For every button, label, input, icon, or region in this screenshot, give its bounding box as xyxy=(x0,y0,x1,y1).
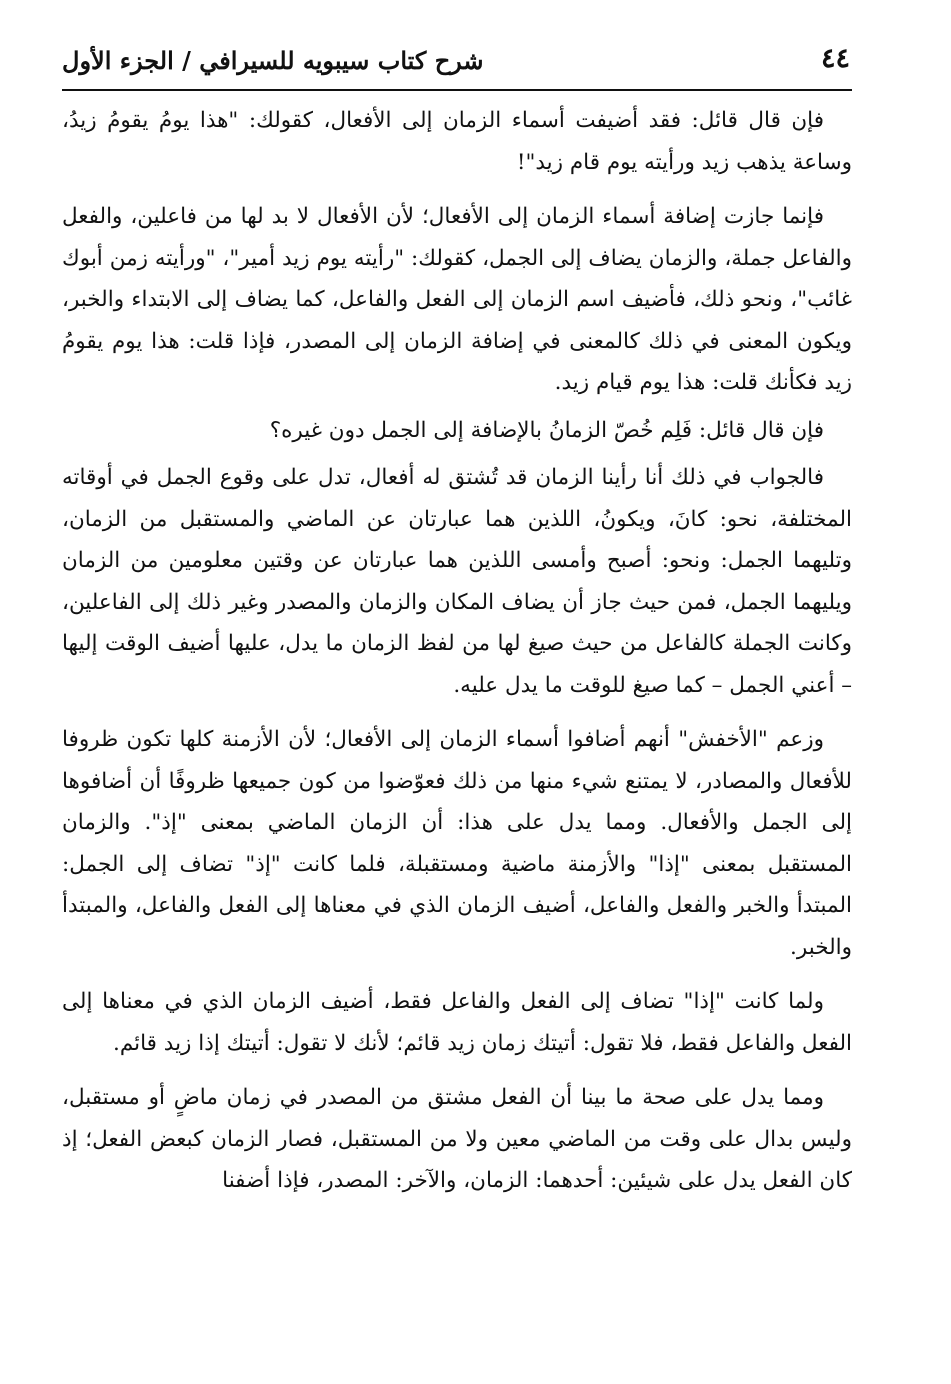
paragraph: ومما يدل على صحة ما بينا أن الفعل مشتق من المصدر في زمان ماضٍ أو مستقبل، وليس بدال على وقت من الماضي معين ولا من المستقبل، فصار الزمان كبعض الفعل؛ إذ كان الفعل يدل على شيئين: أحدهما: الزمان، والآخر: المصدر، فإذا أضفنا xyxy=(62,1085,852,1193)
page-body xyxy=(62,100,852,1215)
paragraph: فإن قال قائل: فَلِم خُصّ الزمانُ بالإضافة إلى الجمل دون غيره؟ xyxy=(269,417,824,443)
paragraph: فإن قال قائل: فقد أضيفت أسماء الزمان إلى الأفعال، كقولك: "هذا يومُ يقومُ زيدُ، وساعة يذهب زيد ورأيته يوم قام زيد"! xyxy=(62,108,852,175)
paragraph: وزعم "الأخفش" أنهم أضافوا أسماء الزمان إلى الأفعال؛ لأن الأزمنة كلها تكون ظروفا للأفعال والمصادر، لا يمتنع شيء منها من ذلك فعوّضوا من كون جميعها ظروفًا أن أضافوها إلى الجمل والأفعال. ومما يدل على هذا: أن الزمان الماضي بمعنى "إذ". والزمان المستقبل بمعنى "إذا" والأزمنة ماضية ومستقبلة، فلما كانت "إذ" تضاف إلى الجمل: المبتدأ والخبر والفعل والفاعل، أضيف الزمان الذي في معناها إلى الفعل والفاعل، والمبتدأ والخبر. xyxy=(62,727,852,960)
page-number: ٤٤ xyxy=(820,43,850,74)
paragraph: فالجواب في ذلك أنا رأينا الزمان قد تُشتق له أفعال، تدل على وقوع الجمل في أوقاته المختلفة، نحو: كانَ، ويكونُ، اللذين هما عبارتان عن الماضي والمستقبل من الزمان، وتليهما الجمل: ونحو: أصبح وأمسى اللذين هما عبارتان عن وقتين معلومين من الزمان ويليهما الجمل، فمن حيث جاز أن يضاف المكان والزمان والمصدر وغير ذلك إلى الفاعلين، وكانت الجملة كالفاعل من حيث صيغ لها من لفظ الزمان ما يدل، عليها أضيف الوقت إليها – أعني الجمل – كما صيغ للوقت ما يدل عليه. xyxy=(62,465,852,698)
paragraph: فإنما جازت إضافة أسماء الزمان إلى الأفعال؛ لأن الأفعال لا بد لها من فاعلين، والفعل والفاعل جملة، والزمان يضاف إلى الجمل، كقولك: "رأيته يوم زيد أمير"، "ورأيته زمن أبوك غائب"، ونحو ذلك، فأضيف اسم الزمان إلى الفعل والفاعل، كما يضاف إلى الابتداء والخبر، ويكون المعنى في ذلك كالمعنى في إضافة الزمان إلى المصدر، فإذا قلت: هذا يوم يقومُ زيد فكأنك قلت: هذا يوم قيام زيد. xyxy=(62,204,852,395)
running-title: شرح كتاب سيبويه للسيرافي / الجزء الأول xyxy=(62,46,484,75)
page-header xyxy=(62,38,850,82)
paragraph: ولما كانت "إذا" تضاف إلى الفعل والفاعل فقط، أضيف الزمان الذي في معناها إلى الفعل والفاعل فقط، فلا تقول: أتيتك زمان زيد قائم؛ لأنك لا تقول: أتيتك إذا زيد قائم. xyxy=(62,989,852,1056)
header-divider xyxy=(62,89,852,91)
